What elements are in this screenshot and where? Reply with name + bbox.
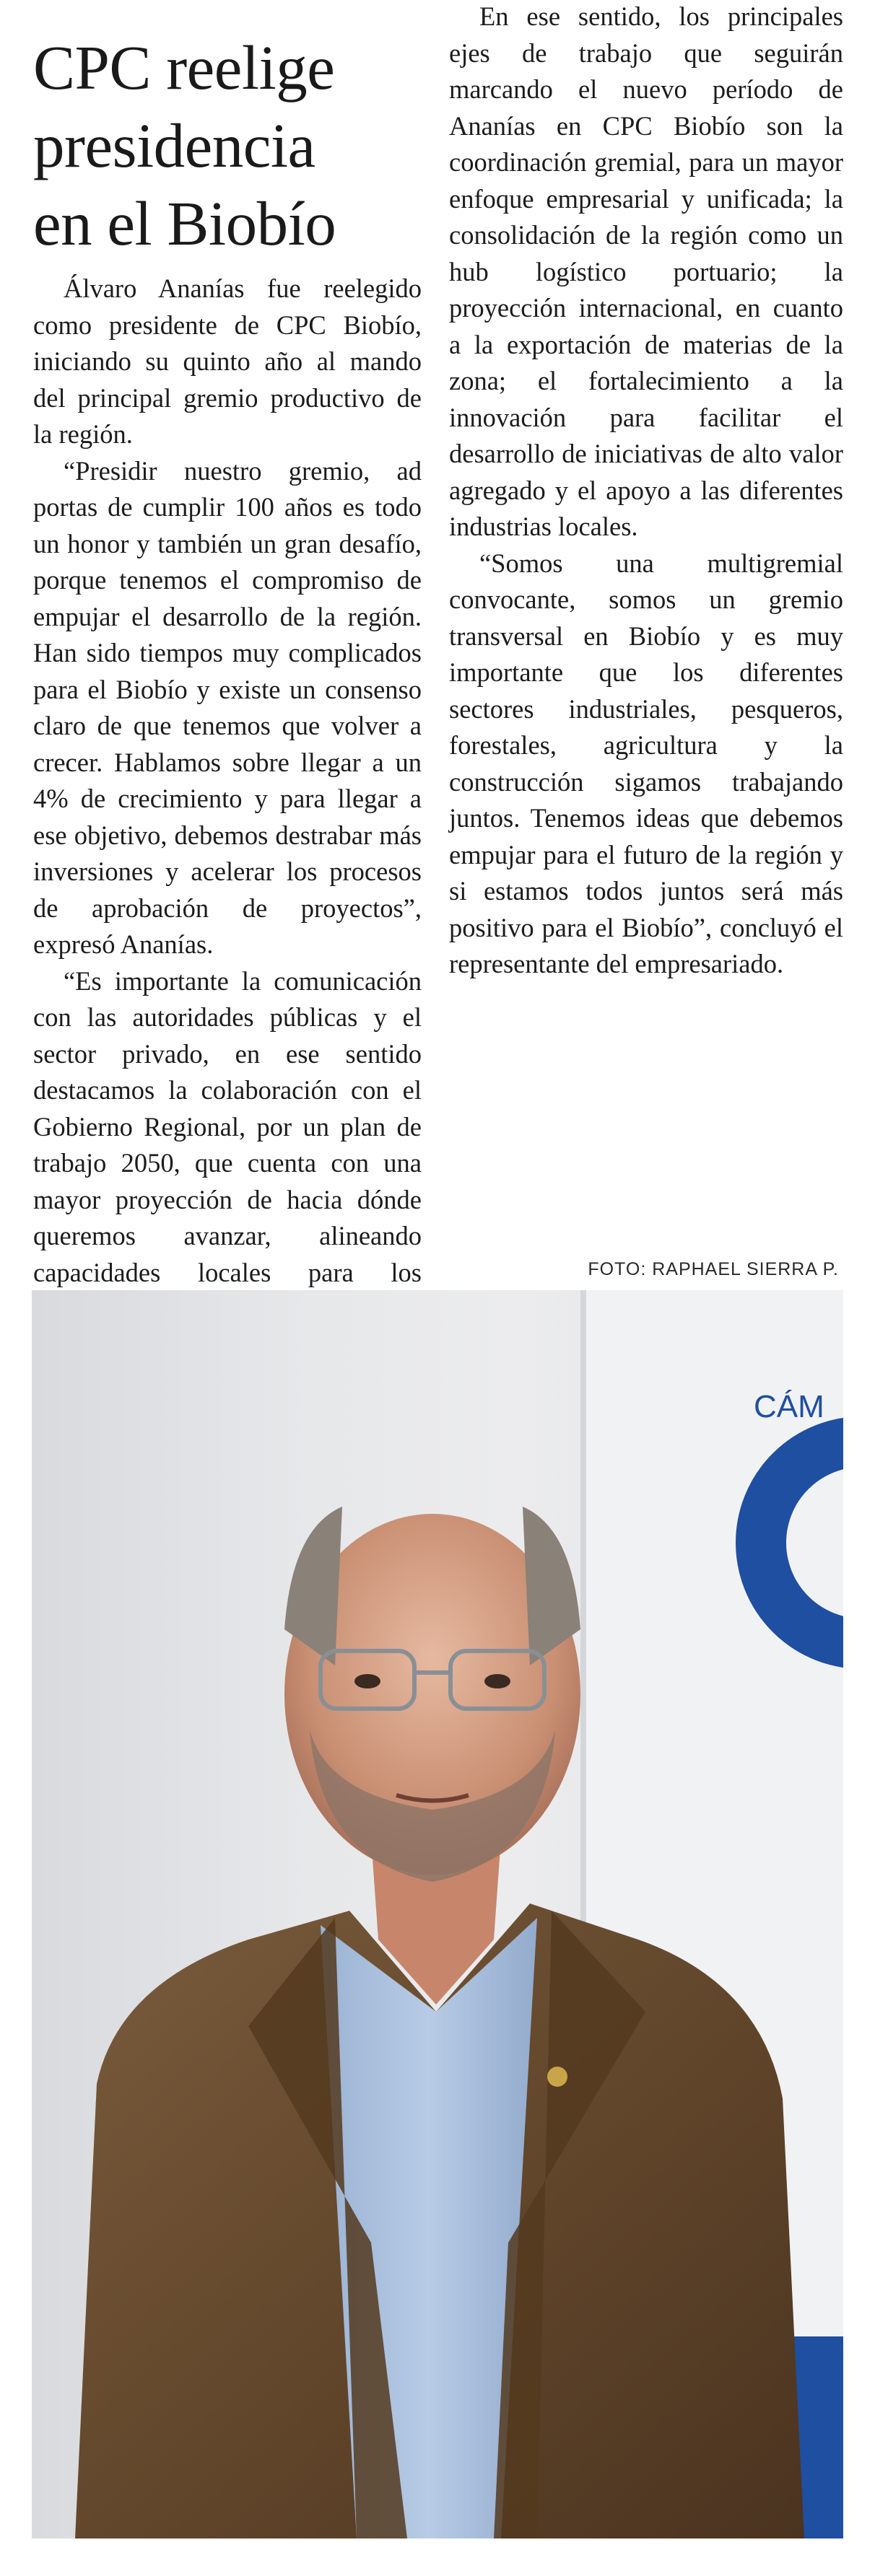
headline-line-2: presidencia	[33, 110, 315, 180]
headline	[33, 29, 438, 263]
paragraph-closing-quote: “Somos una multigremial convocante, somos un gremio transversal en Biobío y es muy importante que los diferentes sectores industriales, pesqueros, forestales, agricultura y la construcción sigamos trabajando juntos. Tenemos ideas que debemos empujar para el futuro de la región y si estamos todos juntos será más positivo para el Biobío”, concluyó el representante del empresariado.	[449, 548, 843, 978]
headline-line-1: CPC reelige	[33, 32, 335, 102]
paragraph-quote-1: “Presidir nuestro gremio, ad portas de cumplir 100 años es todo un honor y también un gran desafío, porque tenemos el compromiso de empujar el desarrollo de la región. Han sido tiempos muy complicados para el Biobío y existe un consenso claro de que tenemos que volver a crecer. Hablamos sobre llegar a un 4% de crecimiento y para llegar a ese objetivo, debemos destrabar más inversiones y acelerar los procesos de aprobación de proyectos”, expresó Ananías.	[33, 455, 422, 959]
paragraph-quote-2: “Es importante la comunicación con las autoridades públicas y el sector privado, en ese sentido destacamos la colaboración con el Gobierno Regional, por un plan de trabajo 2050, que cuenta con una mayor proyección de hacia dónde queremos avanzar, alineando capacidades locales para los	[33, 965, 422, 1287]
paragraph-intro: Álvaro Ananías fue reelegido como presidente de CPC Biobío, iniciando su quinto año al mando del principal gremio productivo de la región.	[33, 273, 422, 449]
portrait-photo	[32, 1290, 843, 2538]
paragraph-ejes: En ese sentido, los principales ejes de trabajo que seguirán marcando el nuevo período de Ananías en CPC Biobío son la coordinación gremial, para un mayor enfoque empresarial y unificada; la consolidación de la región como un hub logístico portuario; la proyección internacional, en cuanto a la exportación de materias de la zona; el fortalecimiento a la innovación para facilitar el desarrollo de iniciativas de alto valor agregado y el apoyo a las diferentes industrias locales.	[449, 1, 843, 541]
sign-text: CÁM	[754, 1389, 824, 1424]
article-column-right	[449, 0, 843, 983]
article-column-left	[33, 271, 422, 1328]
headline-line-3: en el Biobío	[33, 188, 336, 258]
photo-credit: FOTO: RAPHAEL SIERRA P.	[588, 1259, 839, 1279]
